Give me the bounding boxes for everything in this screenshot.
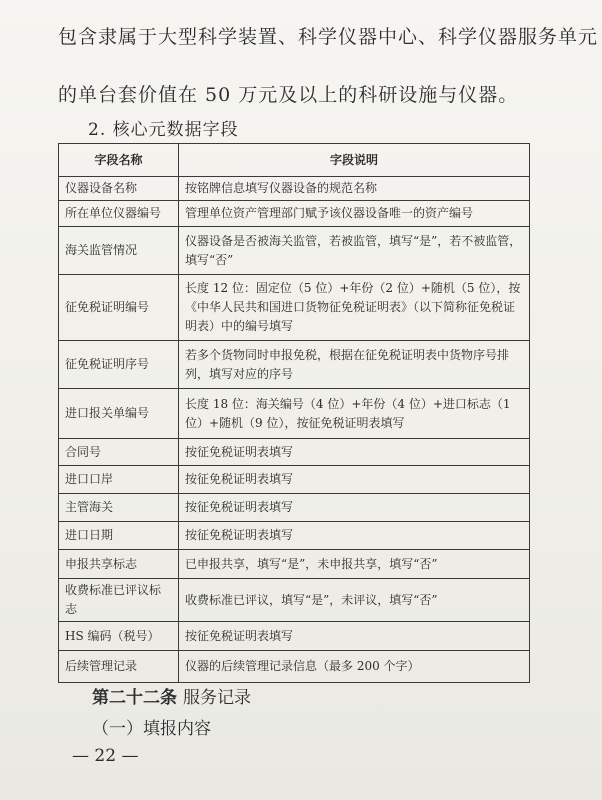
table-row (59, 651, 530, 683)
page-number: — 22 — (72, 746, 139, 766)
table-row (59, 341, 530, 389)
intro-line-2: 的单台套价值在 50 万元及以上的科研设施与仪器。 (58, 84, 519, 106)
field-desc-cell: 长度 18 位：海关编号（4 位）+年份（4 位）+进口标志（1 位）+随机（9 位），按征免税证明表填写 (179, 389, 530, 439)
table-row (59, 227, 530, 275)
subsection-heading: （一）填报内容 (92, 719, 211, 739)
field-name-cell: 后续管理记录 (59, 651, 179, 683)
header-field-name: 字段名称 (59, 144, 179, 177)
section-heading: 2. 核心元数据字段 (88, 120, 239, 140)
field-desc-cell: 按征免税证明表填写 (179, 522, 530, 550)
table-row (59, 177, 530, 201)
field-name-cell: 所在单位仪器编号 (59, 201, 179, 227)
table-row (59, 439, 530, 466)
field-desc-cell: 长度 12 位：固定位（5 位）+年份（2 位）+随机（5 位），按《中华人民共和国进口货物征免税证明表》（以下简称征免税证明表）中的编号填写 (179, 275, 530, 341)
table-header-row (59, 144, 530, 177)
field-name-cell: 征免税证明序号 (59, 341, 179, 389)
field-desc-cell: 按征免税证明表填写 (179, 439, 530, 466)
table-row (59, 466, 530, 494)
field-name-cell: 征免税证明编号 (59, 275, 179, 341)
field-name-cell: 仪器设备名称 (59, 177, 179, 201)
field-name-cell: 合同号 (59, 439, 179, 466)
field-desc-cell: 按征免税证明表填写 (179, 494, 530, 522)
table-row (59, 622, 530, 651)
table-row (59, 579, 530, 622)
field-name-cell: 进口口岸 (59, 466, 179, 494)
field-desc-cell: 仪器的后续管理记录信息（最多 200 个字） (179, 651, 530, 683)
metadata-fields-table (58, 143, 530, 683)
article-number: 第二十二条 (92, 688, 177, 708)
field-name-cell: 申报共享标志 (59, 550, 179, 579)
field-desc-cell: 仪器设备是否被海关监管，若被监管，填写“是”，若不被监管，填写“否” (179, 227, 530, 275)
field-desc-cell: 若多个货物同时申报免税，根据在征免税证明表中货物序号排列，填写对应的序号 (179, 341, 530, 389)
field-desc-cell: 已申报共享，填写“是”，未申报共享，填写“否” (179, 550, 530, 579)
field-name-cell: 进口报关单编号 (59, 389, 179, 439)
header-field-description: 字段说明 (179, 144, 530, 177)
table-row (59, 389, 530, 439)
article-heading (92, 683, 251, 708)
field-name-cell: 收费标准已评议标志 (59, 579, 179, 622)
field-name-cell: 主管海关 (59, 494, 179, 522)
field-name-cell: 进口日期 (59, 522, 179, 550)
field-desc-cell: 按征免税证明表填写 (179, 466, 530, 494)
field-name-cell: HS 编码（税号） (59, 622, 179, 651)
intro-line-1: 包含隶属于大型科学装置、科学仪器中心、科学仪器服务单元 (58, 26, 599, 48)
table-row (59, 494, 530, 522)
field-desc-cell: 管理单位资产管理部门赋予该仪器设备唯一的资产编号 (179, 201, 530, 227)
table-row (59, 550, 530, 579)
table-row (59, 201, 530, 227)
table-row (59, 522, 530, 550)
table-row (59, 275, 530, 341)
field-desc-cell: 按铭牌信息填写仪器设备的规范名称 (179, 177, 530, 201)
field-desc-cell: 按征免税证明表填写 (179, 622, 530, 651)
field-desc-cell: 收费标准已评议，填写“是”，未评议，填写“否” (179, 579, 530, 622)
article-title: 服务记录 (183, 688, 251, 708)
field-name-cell: 海关监管情况 (59, 227, 179, 275)
